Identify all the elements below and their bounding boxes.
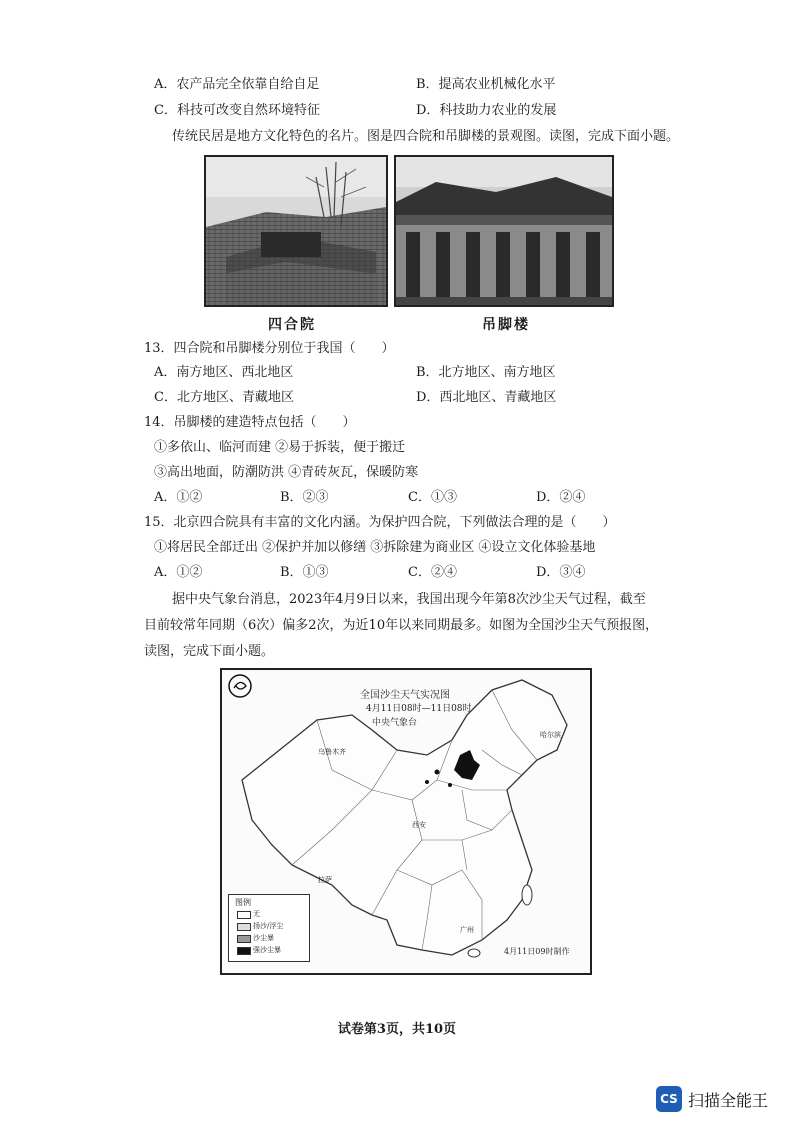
q13-option-d: D．西北地区、青藏地区 (416, 390, 557, 405)
q15-stem: 15．北京四合院具有丰富的文化内涵。为保护四合院，下列做法合理的是（ ） (144, 515, 616, 530)
legend-title: 图例 (235, 898, 251, 907)
map-source: 中央气象台 (372, 718, 418, 728)
dust-intro-line-3: 读图，完成下面小题。 (144, 644, 275, 659)
dust-forecast-map (220, 668, 592, 975)
intro-houses: 传统民居是地方文化特色的名片。图是四合院和吊脚楼的景观图。读图，完成下面小题。 (172, 129, 680, 144)
legend-item-floating-dust: 扬沙/浮尘 (253, 922, 284, 930)
map-legend (228, 894, 310, 962)
q12-option-a: A．农产品完全依靠自给自足 (154, 77, 320, 92)
q15-option-d: D．③④ (536, 565, 586, 580)
map-time-range: 4月11日08时—11日08时 (366, 704, 472, 714)
siheyuan-photo (204, 155, 388, 307)
q14-option-d: D．②④ (536, 490, 586, 505)
q15-statement-1: ①将居民全部迁出 ②保护并加以修缮 ③拆除建为商业区 ④设立文化体验基地 (154, 540, 596, 555)
label-harbin: 哈尔滨 (540, 731, 561, 739)
map-production-note: 4月11日09时制作 (504, 947, 570, 956)
map-title: 全国沙尘天气实况图 (360, 690, 450, 701)
legend-item-none: 无 (253, 910, 260, 918)
q13-option-a: A．南方地区、西北地区 (154, 365, 294, 380)
q14-option-a: A．①② (154, 490, 203, 505)
label-xian: 西安 (412, 821, 426, 829)
page-footer: 试卷第3页，共10页 (337, 1022, 457, 1037)
dust-intro-line-1: 据中央气象台消息，2023年4月9日以来，我国出现今年第8次沙尘天气过程，截至 (172, 592, 646, 607)
q12-option-d: D．科技助力农业的发展 (416, 103, 557, 118)
legend-item-strong-sandstorm: 强沙尘暴 (253, 946, 281, 954)
label-urumqi: 乌鲁木齐 (318, 748, 346, 756)
q15-option-a: A．①② (154, 565, 203, 580)
q13-stem: 13．四合院和吊脚楼分别位于我国（ ） (144, 341, 395, 356)
q12-option-c: C．科技可改变自然环境特征 (154, 103, 320, 118)
scanner-watermark (656, 1085, 768, 1113)
label-lhasa: 拉萨 (318, 876, 332, 884)
legend-swatch-floating-dust (237, 923, 251, 931)
legend-swatch-none (237, 911, 251, 919)
diaojiaolou-caption: 吊脚楼 (482, 317, 530, 333)
legend-item-sandstorm: 沙尘暴 (253, 934, 274, 942)
q14-statement-2: ③高出地面，防潮防洪 ④青砖灰瓦，保暖防寒 (154, 465, 419, 480)
q14-stem: 14．吊脚楼的建造特点包括（ ） (144, 415, 356, 430)
q15-option-b: B．①③ (280, 565, 329, 580)
q13-option-b: B．北方地区、南方地区 (416, 365, 556, 380)
legend-swatch-sandstorm (237, 935, 251, 943)
legend-swatch-strong-sandstorm (237, 947, 251, 955)
q12-option-b: B．提高农业机械化水平 (416, 77, 556, 92)
q14-option-b: B．②③ (280, 490, 329, 505)
scanner-brand-text: 扫描全能王 (688, 1090, 769, 1110)
dust-intro-line-2: 目前较常年同期（6次）偏多2次，为近10年以来同期最多。如图为全国沙尘天气预报图， (144, 618, 659, 633)
label-guangzhou: 广州 (460, 926, 474, 934)
siheyuan-caption: 四合院 (268, 317, 316, 333)
diaojiaolou-photo (394, 155, 614, 307)
q13-option-c: C．北方地区、青藏地区 (154, 390, 294, 405)
q14-statement-1: ①多依山、临河而建 ②易于拆装，便于搬迁 (154, 440, 406, 455)
camscanner-logo-icon: CS (656, 1086, 682, 1112)
q15-option-c: C．②④ (408, 565, 457, 580)
q14-option-c: C．①③ (408, 490, 457, 505)
